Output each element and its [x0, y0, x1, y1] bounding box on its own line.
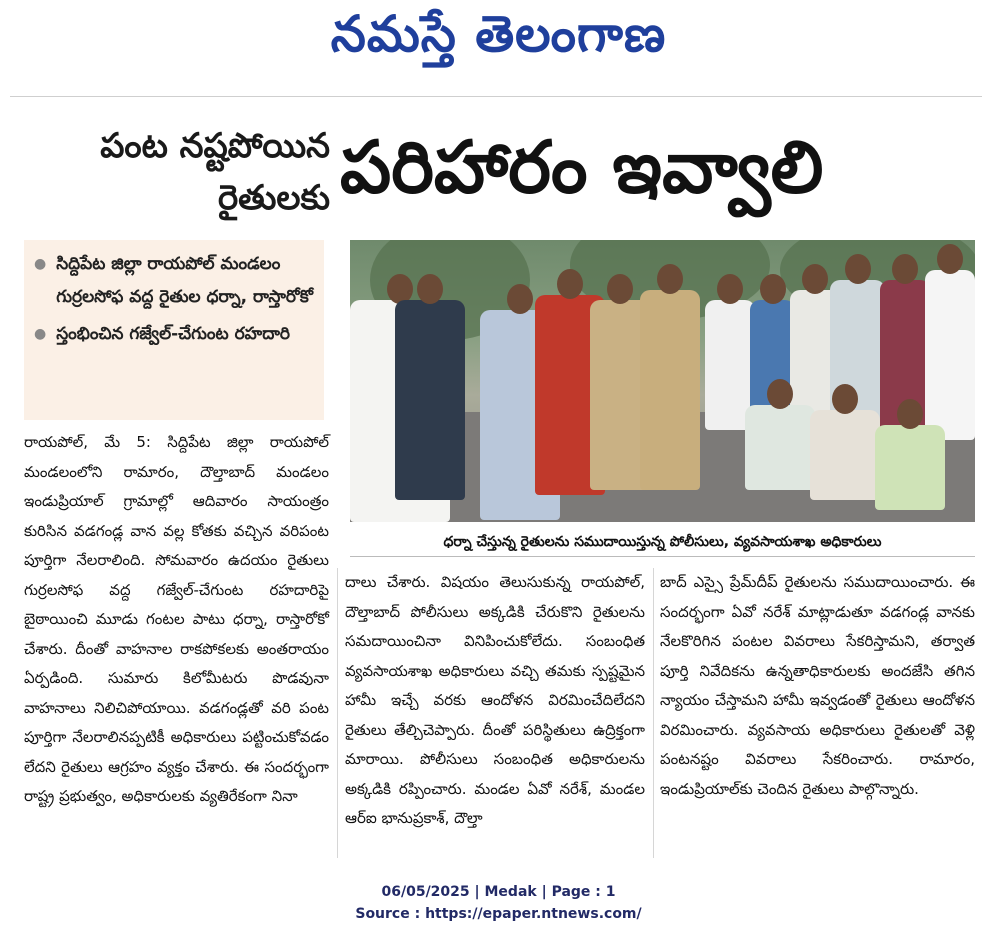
footer-source: Source : https://epaper.ntnews.com/: [355, 906, 642, 922]
photo-person: [640, 290, 700, 490]
highlights-box: [24, 240, 324, 420]
headline-kicker: [20, 120, 330, 224]
highlight-text: సిద్దిపేట జిల్లా రాయపోల్ మండలం గుర్రలసోఫ వద్ద రైతుల ధర్నా, రాస్తారోకో: [56, 254, 314, 307]
headline-main: పరిహారం ఇవ్వాలి: [340, 125, 824, 209]
news-photo: [350, 240, 975, 522]
highlight-item: [34, 318, 314, 351]
article-column-1: రాయపోల్, మే 5: సిద్దిపేట జిల్లా రాయపోల్ మండలంలోని రామారం, దౌల్తాబాద్ మండలం ఇండుప్రియాల్ గ్రామాల్లో ఆదివారం సాయంత్రం కురిసిన వడగండ్ల వాన వల్ల కోతకు వచ్చిన వరిపంట పూర్తిగా నేలరాలింది. సోమవారం ఉదయం రైతులు గుర్రలసోఫ వద్ద గజ్వేల్-చేగుంట రహదారిపై బైఠాయించి మూడు గంటల పాటు ధర్నా, రాస్తారోకో చేశారు. దీంతో వాహనాల రాకపోకలకు అంతరాయం ఏర్పడింది. సుమారు కిలోమీటరు పొడవునా వాహనాలు నిలిచిపోయాయి. వడగండ్లతో వరి పంట పూర్తిగా నేలరాలినప్పటికీ అధికారులు పట్టించుకోవడం లేదని రైతులు ఆగ్రహం వ్యక్తం చేశారు. ఈ సందర్భంగా రాష్ట్ర ప్రభుత్వం, అధికారులకు వ్యతిరేకంగా నినా: [24, 433, 329, 805]
photo-caption: ధర్నా చేస్తున్న రైతులను సముదాయిస్తున్న పోలీసులు, వ్యవసాయశాఖ అధికారులు: [350, 528, 975, 557]
highlight-item: [34, 248, 314, 314]
photo-person: [745, 405, 815, 490]
top-divider: [10, 96, 982, 97]
headline-kicker-line1: పంట నష్టపోయిన: [100, 126, 330, 166]
column-divider: [337, 568, 338, 858]
footer-date-edition: 06/05/2025 | Medak | Page : 1: [381, 884, 616, 900]
article-column-2: దాలు చేశారు. విషయం తెలుసుకున్న రాయపోల్, దౌల్తాబాద్ పోలీసులు అక్కడికి చేరుకొని రైతులను సమదాయించినా వినిపించుకోలేదు. సంబంధిత వ్యవసాయశాఖ అధికారులు వచ్చి తమకు స్పష్టమైన హామీ ఇచ్చే వరకు ఆందోళన విరమించేదిలేదని రైతులు తేల్చిచెప్పారు. దీంతో పరిస్థితులు ఉద్రిక్తంగా మారాయి. పోలీసులు సంబంధిత అధికారులను అక్కడికి రప్పించారు. మండల ఏవో నరేశ్, మండల ఆర్ఐ భానుప్రకాశ్, దౌల్తా: [345, 573, 645, 827]
photo-person: [395, 300, 465, 500]
bullet-icon: ●: [34, 326, 47, 342]
bullet-icon: ●: [34, 256, 47, 272]
masthead: [0, 0, 997, 80]
newspaper-logo-title: నమస్తే తెలంగాణ: [330, 4, 667, 63]
photo-person: [810, 410, 880, 500]
column-divider: [653, 568, 654, 858]
article-column-3: బాద్ ఎస్సై ప్రేమ్‌దీప్ రైతులను సముదాయించారు. ఈ సందర్భంగా ఏవో నరేశ్ మాట్లాడుతూ వడగండ్ల వానకు నేలకొరిగిన పంటల వివరాలు సేకరిస్తామని, తర్వాత పూర్తి నివేదికను ఉన్నతాధికారులకు అందజేసి తగిన న్యాయం చేస్తామని హామీ ఇవ్వడంతో రైతులు ఆందోళన విరమించారు. వ్యవసాయ అధికారులు రైతులతో వెళ్లి పంటనష్టం వివరాలు సేకరించారు. రామారం, ఇండుప్రియాల్‌కు చెందిన రైతులు పాల్గొన్నారు.: [660, 573, 975, 798]
photo-person: [925, 270, 975, 440]
headline-kicker-line2: రైతులకు: [218, 178, 330, 218]
photo-person: [875, 425, 945, 510]
highlight-text: స్తంభించిన గజ్వేల్-చేగుంట రహదారి: [56, 324, 290, 344]
